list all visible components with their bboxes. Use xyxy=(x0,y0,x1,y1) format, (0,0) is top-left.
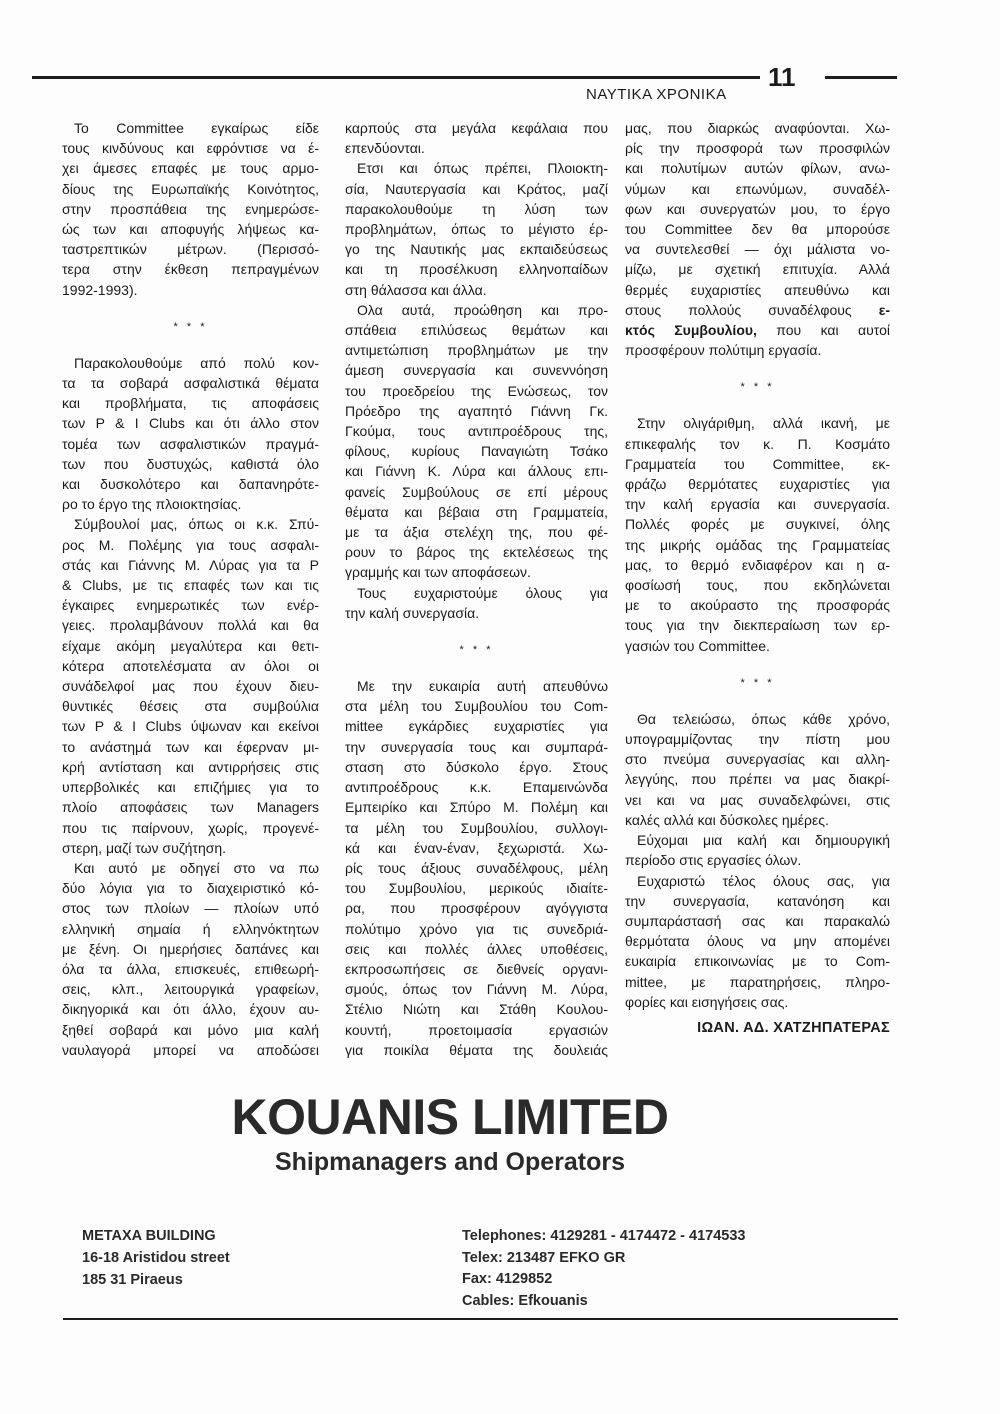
article-column-3 xyxy=(625,118,890,1038)
text-line: να συντελεσθεί — όχι μάλιστα νο- xyxy=(625,241,890,258)
text-line: κότερα αποτελέσματα αν όλοι οι xyxy=(62,657,319,674)
text-line: των P & I Clubs και ότι άλλο στον xyxy=(62,415,319,432)
paragraph xyxy=(62,858,319,1060)
text-line: ρο το έργο της πλοιοκτησίας. xyxy=(62,496,242,513)
text-line: την συνεργασία, κατανόηση και xyxy=(625,892,890,909)
text-line: φορίες και εισηγήσεις σας. xyxy=(625,993,789,1010)
text-line: δικηγορικά και ότι άλλο, έχουν αυ- xyxy=(62,1001,319,1018)
text-line: Με την ευκαιρία αυτή απευθύνω xyxy=(357,678,608,695)
advert-bottom-rule xyxy=(63,1318,898,1320)
header-rule-left xyxy=(32,76,760,79)
text-line: ναυλαγορά μπορεί να αποδώσει xyxy=(62,1041,319,1058)
text-line: Ολα αυτά, προώθηση και προ- xyxy=(357,301,608,318)
text-line: επικεφαλής τον κ. Π. Κοσμάτο xyxy=(625,435,890,452)
advert-tagline: Shipmanagers and Operators xyxy=(274,1148,626,1176)
text-line: κρή αντίσταση και αντιρρήσεις στις xyxy=(62,758,319,775)
text-line: & Clubs, με τις επαφές των και τις xyxy=(62,577,319,594)
advert-contacts xyxy=(462,1226,745,1312)
contact-telephones: Telephones: 4129281 - 4174472 - 4174533 xyxy=(462,1228,746,1244)
text-line: σεις και πολλές άλλες υποθέσεις, xyxy=(345,940,608,957)
text-line: Το Committee εγκαίρως είδε xyxy=(74,120,319,136)
paragraph xyxy=(62,353,319,515)
text-line: του Συμβουλίου, μερικούς ιδιαίτε- xyxy=(345,880,608,897)
text-line: λεγγύης, που πρέπει να μας διακρί- xyxy=(625,771,890,788)
paragraph xyxy=(345,158,608,299)
text-line: νει και να μας συναδελφώνει, στις xyxy=(625,791,890,808)
text-line: Παρακολουθούμε από πολύ κον- xyxy=(74,354,319,371)
text-line xyxy=(625,300,890,320)
text-line: δίους της Ευρωπαϊκής Κοινότητος, xyxy=(62,180,319,197)
paragraph xyxy=(62,514,319,857)
text-line: σμούς, όπως τον Γιάννη Μ. Λύρα, xyxy=(345,981,608,998)
text-line: μας, που διαρκώς αναφύονται. Χω- xyxy=(625,120,890,136)
text-line: το ανάστημά των και έφερναν μι- xyxy=(62,738,319,755)
bold-text: ε- xyxy=(878,301,890,318)
text-line: εκπροσωπήσεις σε διεθνείς οργανι- xyxy=(345,960,608,977)
text-line: των που δυστυχώς, καθιστά όλο xyxy=(62,455,319,472)
text-line: συνάδελφοί μας που έχουν διευ- xyxy=(62,678,319,695)
text-line: σία, Ναυτεργασία και Κράτος, μαζί xyxy=(345,180,608,197)
paragraph xyxy=(345,583,608,623)
paragraph xyxy=(345,300,608,583)
text-line: υπερβολικές και επιζήμιες για το xyxy=(62,779,319,796)
contact-telex: Telex: 213487 EFKO GR xyxy=(462,1249,626,1266)
text-line: τους για την διεκπεραίωση των ερ- xyxy=(625,617,890,634)
text-line: στος των πλοίων — πλοίων υπό xyxy=(62,900,319,917)
text-line: σπάθεια επιλύσεως θεμάτων και xyxy=(345,322,608,339)
address-line: 16-18 Aristidou street xyxy=(82,1250,230,1266)
text-line: και Γιάννη Κ. Λύρα και άλλους επι- xyxy=(345,463,608,480)
text-line: τα τα σοβαρά ασφαλιστικά θέματα xyxy=(62,375,319,392)
text-line: κά και έναν-έναν, ξεχωριστά. Χω- xyxy=(345,839,608,856)
text-line: ρος Μ. Πολέμης για τους ασφαλι- xyxy=(62,536,319,553)
text-line: Ετσι και όπως πρέπει, Πλοιοκτη- xyxy=(357,160,608,177)
text-line: θερμές ευχαριστίες απευθύνω και xyxy=(625,281,890,298)
text-line: Πολλές φορές με συγκινεί, όλης xyxy=(625,516,890,533)
paragraph xyxy=(345,676,608,1060)
text-line: μίζω, με σχετική επιτυχία. Αλλά xyxy=(625,261,890,278)
text-line: σταση στο δύσκολο έργο. Στους xyxy=(345,758,608,775)
text-line: πλοίο αποφάσεις των Managers xyxy=(62,799,319,816)
header-rule-right xyxy=(825,76,897,79)
text-line: ευκαιρία επικοινωνίας με το Com- xyxy=(625,953,890,970)
text-line: της μικρής ομάδας της Γραμματείας xyxy=(625,536,890,553)
text-line: προβλημάτων, όπως το μέγιστο έρ- xyxy=(345,221,608,238)
text-line: Στην ολιγάριθμη, αλλά ικανή, με xyxy=(637,415,890,432)
advert-address xyxy=(82,1225,230,1291)
text-line: ρουν το βάρος της εκτελέσεως της xyxy=(345,544,608,561)
text-line: κουντή, προετοιμασία εργασιών xyxy=(345,1021,608,1038)
section-separator: * * * xyxy=(740,381,775,394)
text-line: την συνεργασία τους και συμπαρά- xyxy=(345,738,608,755)
address-line: METAXA BUILDING xyxy=(82,1228,216,1244)
text-line: με τα άξια στελέχη της, που φέ- xyxy=(345,524,608,541)
text-line: χει άμεσες επαφές με τους αρμο- xyxy=(62,160,319,177)
text-line: και προβλήματα, τις αποφάσεις xyxy=(62,395,319,412)
text-line: ξηθεί σοβαρά και μόνο μια καλή xyxy=(62,1021,319,1038)
text-line: και δυσκολότερο και δαπανηρότε- xyxy=(62,476,319,493)
address-line: 185 31 Piraeus xyxy=(82,1272,183,1288)
text-line: Γκούμα, τους αντιπροέδρους της, xyxy=(345,423,608,440)
section-separator: * * * xyxy=(459,644,494,657)
text-line: στην προσπάθεια της ενημερώσε- xyxy=(62,200,319,217)
text-segment: που και αυτοί xyxy=(756,322,890,339)
text-line: στη θάλασσα και άλλα. xyxy=(345,281,487,298)
text-line: σεις, κλπ., λειτουργικά γραφείων, xyxy=(62,981,319,998)
paragraph xyxy=(345,118,608,158)
paragraph xyxy=(625,118,890,360)
text-line: αντιμετώπιση προβλημάτων με την xyxy=(345,342,608,359)
paragraph xyxy=(625,871,890,1012)
text-line: άμεση συνεργασία και συνεννόηση xyxy=(345,362,608,379)
text-line: Τους ευχαριστούμε όλους για xyxy=(357,584,608,601)
text-line: θυντικές θέσεις στα συμβούλια xyxy=(62,698,319,715)
contact-fax: Fax: 4129852 xyxy=(462,1271,553,1287)
text-line: γραμμής και των αποφάσεων. xyxy=(345,564,531,581)
text-line: τα μέλη του Συμβουλίου, συλλογι- xyxy=(345,819,608,836)
text-line: που τις παίρνουν, χωρίς, προγενέ- xyxy=(62,819,319,836)
text-line: Εύχομαι μια καλή και δημιουργική xyxy=(637,832,890,849)
text-line: αντιπροέδρους κ.κ. Επαμεινώνδα xyxy=(345,779,608,796)
text-line: ρίς τους άξιους συναδέλφους, μέλη xyxy=(345,859,608,876)
text-line: Ευχαριστώ τέλος όλους σας, για xyxy=(637,872,890,889)
article-column-1 xyxy=(62,118,319,1060)
text-line: 1992-1993). xyxy=(62,281,138,298)
text-line: τους κινδύνους και εφρόντισε να έ- xyxy=(62,140,319,157)
text-line: Σύμβουλοί μας, όπως οι κ.κ. Σπύ- xyxy=(74,516,319,533)
text-line: ταστρεπτικών μέτρων. (Περισσό- xyxy=(62,241,319,258)
text-line: γο της Ναυτικής μας εκπαιδεύσεως xyxy=(345,241,608,258)
text-line: φίλους, κυρίους Παναγιώτη Τσάκο xyxy=(345,443,608,460)
text-line: Στέλιο Νιώτη και Στάθη Κουλου- xyxy=(345,1001,608,1018)
text-line: Και αυτό με οδηγεί στο να πω xyxy=(74,859,319,876)
text-line: Θα τελειώσω, όπως κάθε χρόνο, xyxy=(637,710,890,727)
text-line: Εμπειρίκο και Σπύρο Μ. Πολέμη και xyxy=(345,799,608,816)
text-line: με το ακούραστο της προσφοράς xyxy=(625,597,890,614)
text-line: γειες. προλαμβάνουν πολλά και θα xyxy=(62,617,319,634)
text-line: ώς των και αποφυγής λήψεως κα- xyxy=(62,221,319,238)
text-line: έγκαιρες ενημερωτικές των ενέρ- xyxy=(62,597,319,614)
author-signature: ΙΩΑΝ. ΑΔ. ΧΑΤΖΗΠΑΤΕΡΑΣ xyxy=(697,1019,890,1036)
text-line: μας, το θερμό ενδιαφέρον και η α- xyxy=(625,556,890,573)
text-line: δύο λόγια για το διαχειριστικό κό- xyxy=(62,880,319,897)
text-line: Γραμματεία του Committee, εκ- xyxy=(625,455,890,472)
text-line: ρίς την προσφορά των προσφιλών xyxy=(625,140,890,157)
bold-text: κτός Συμβουλίου, xyxy=(625,322,757,339)
text-line: περίοδο στις εργασίες όλων. xyxy=(625,852,802,869)
text-line: τερα στην έκθεση πεπραγμένων xyxy=(62,261,319,278)
text-line: τομέα των ασφαλιστικών πραγμά- xyxy=(62,435,319,452)
text-line: γασιών του Committee. xyxy=(625,637,770,654)
text-line: στα μέλη του Συμβουλίου του Com- xyxy=(345,698,608,715)
text-line: mittee εγκάρδιες ευχαριστίες για xyxy=(345,718,608,735)
text-line: την καλή συνεργασία. xyxy=(345,604,480,621)
text-line: ελληνική σημαία ή ελληνόκτητων xyxy=(62,920,319,937)
text-line: θερμότατα όλους να μην απομένει xyxy=(625,933,890,950)
paragraph xyxy=(625,709,890,830)
page-number: 11 xyxy=(768,62,796,92)
text-line: στάς και Γιάννης Μ. Λύρας για τα P xyxy=(62,556,319,573)
text-segment: στους πολλούς συναδέλφους xyxy=(625,301,879,318)
text-line: είχαμε ακόμη μεγαλύτερα και θετι- xyxy=(62,637,319,654)
text-line: προσφέρουν πολύτιμη εργασία. xyxy=(625,342,822,359)
contact-cables: Cables: Efkouanis xyxy=(462,1292,588,1309)
text-line: παρακολουθούμε τη λύση των xyxy=(345,200,608,217)
text-line: καρπούς στα μεγάλα κεφάλαια που xyxy=(345,120,608,136)
paragraph xyxy=(625,413,890,655)
text-line: νύμων και επωνύμων, συναδέλ- xyxy=(625,180,890,197)
text-line: mittee, με παρατηρήσεις, πληρο- xyxy=(625,973,890,990)
text-line: θέματα και βέβαια στη Γραμματεία, xyxy=(345,503,608,520)
text-line xyxy=(625,320,890,340)
text-line: την καλή εργασία και συνεργασία. xyxy=(625,496,890,513)
text-line: φων και συνεργατών μου, το έργο xyxy=(625,200,890,217)
text-line: των P & I Clubs ύψωναν και εκείνοι xyxy=(62,718,319,735)
advert-company-name: KOUANIS LIMITED xyxy=(231,1089,669,1145)
article-column-2 xyxy=(345,118,608,1060)
text-line: συμπαράστασή σας και παρακαλώ xyxy=(625,912,890,929)
text-line: για ποικίλα θέματα της δουλειάς xyxy=(345,1041,608,1058)
text-line: καλές αλλά και δύσκολες ημέρες. xyxy=(625,811,829,828)
text-line: στο πνεύμα συνεργασίας και αλλη- xyxy=(625,751,890,768)
paragraph xyxy=(62,118,319,300)
text-line: του Committee δεν θα μπορούσε xyxy=(625,221,890,238)
text-line: του προεδρείου της Ενώσεως, τον xyxy=(345,382,608,399)
text-line: φοσίωσή τους, που εκδηλώνεται xyxy=(625,577,890,594)
text-line: επενδύονται. xyxy=(345,140,425,157)
text-line: υπογραμμίζοντας την πίστη μου xyxy=(625,731,890,748)
text-line: και τη προσέλκυση ελληνοπαίδων xyxy=(345,261,608,278)
text-line: όλα τα άλλα, επισκευές, επιθεωρή- xyxy=(62,960,319,977)
section-separator: * * * xyxy=(173,320,208,333)
text-line: φανείς Συμβούλους σε επί μέρους xyxy=(345,483,608,500)
text-line: στερη, μαζί των συζήτηση. xyxy=(62,839,227,856)
paragraph xyxy=(625,830,890,870)
text-line: και πολυτίμων αυτών φίλων, ανω- xyxy=(625,160,890,177)
publication-title: ΝΑΥΤΙΚΑ ΧΡΟΝΙΚΑ xyxy=(586,86,727,103)
text-line: ρα, που προσφέρουν αγόγγιστα xyxy=(345,900,608,917)
section-separator: * * * xyxy=(740,676,775,689)
text-line: φράζω θερμότατες ευχαριστίες για xyxy=(625,476,890,493)
text-line: με ξένη. Οι ημερήσιες δαπάνες και xyxy=(62,940,319,957)
text-line: Πρόεδρο της αγαπητό Γιάννη Γκ. xyxy=(345,402,608,419)
text-line: πολύτιμο χρόνο για τις συνεδριά- xyxy=(345,920,608,937)
